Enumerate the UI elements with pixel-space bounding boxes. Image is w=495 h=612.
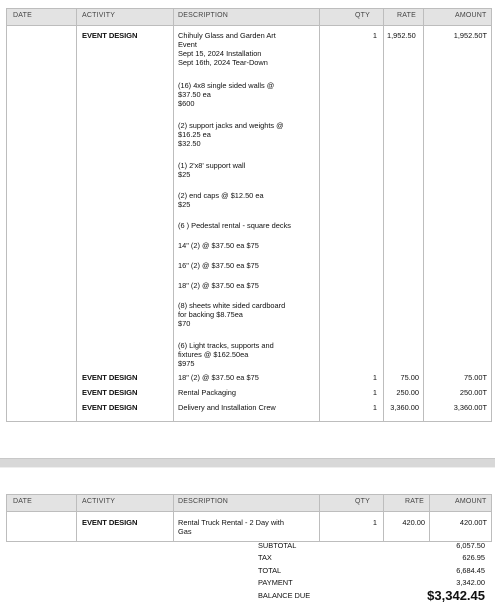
table-row-description: 18" (2) @ $37.50 ea $75 — [178, 373, 259, 382]
desc-line: $600 — [178, 99, 195, 108]
header-description: DESCRIPTION — [178, 12, 229, 19]
desc-line: for backing $8.75ea — [178, 310, 243, 319]
desc-line: (6 ) Pedestal rental - square decks — [178, 221, 291, 230]
invoice-table-1 — [6, 8, 492, 422]
table-row-amount: 250.00T — [459, 388, 487, 397]
desc-line: Sept 16th, 2024 Tear-Down — [178, 58, 268, 67]
desc-line: Rental Truck Rental - 2 Day with — [178, 518, 284, 527]
table-row-qty: 1 — [372, 518, 377, 527]
table-header — [7, 495, 491, 512]
table-row-activity: EVENT DESIGN — [82, 518, 138, 527]
balance-due-value: $3,342.45 — [427, 588, 485, 603]
table-row-description: Delivery and Installation Crew — [178, 403, 276, 412]
table-row-qty: 1 — [372, 373, 377, 382]
tax-value: 626.95 — [462, 553, 485, 562]
total-label: TOTAL — [258, 566, 282, 575]
table-row-amount: 420.00T — [459, 518, 487, 527]
table-row-activity: EVENT DESIGN — [82, 403, 138, 412]
desc-line: $70 — [178, 319, 191, 328]
desc-line: fixtures @ $162.50ea — [178, 350, 249, 359]
tax-label: TAX — [258, 553, 272, 562]
payment-label: PAYMENT — [258, 578, 293, 587]
description-block — [178, 191, 308, 209]
desc-line: $975 — [178, 359, 195, 368]
desc-line: (2) support jacks and weights @ — [178, 121, 284, 130]
balance-due-label: BALANCE DUE — [258, 591, 311, 600]
table-row-amount: 75.00T — [463, 373, 487, 382]
invoice-table-2 — [6, 494, 492, 542]
table-row-activity: EVENT DESIGN — [82, 373, 138, 382]
total-value: 6,684.45 — [456, 566, 485, 575]
desc-line: $32.50 — [178, 139, 201, 148]
table-row-qty: 1 — [372, 31, 377, 40]
description-block — [178, 161, 308, 179]
desc-line: $25 — [178, 200, 191, 209]
table-row-rate: 3,360.00 — [390, 403, 419, 412]
table-row-activity: EVENT DESIGN — [82, 31, 138, 40]
desc-line: $25 — [178, 170, 191, 179]
header-qty: QTY — [355, 12, 370, 19]
table-row-amount: 3,360.00T — [453, 403, 487, 412]
header-qty: QTY — [355, 498, 370, 505]
description-block — [178, 81, 308, 108]
desc-line: (16) 4x8 single sided walls @ — [178, 81, 275, 90]
table-row-activity: EVENT DESIGN — [82, 388, 138, 397]
description-block — [178, 341, 308, 368]
table-row-rate: 75.00 — [400, 373, 419, 382]
desc-line: (8) sheets white sided cardboard — [178, 301, 286, 310]
description-block — [178, 301, 308, 328]
payment-value: 3,342.00 — [456, 578, 485, 587]
header-date: DATE — [13, 498, 32, 505]
desc-line: 14" (2) @ $37.50 ea $75 — [178, 241, 259, 250]
header-activity: ACTIVITY — [82, 12, 116, 19]
description-block — [178, 31, 308, 67]
desc-line: (6) Light tracks, supports and — [178, 341, 274, 350]
desc-line: Gas — [178, 527, 192, 536]
desc-line: Event — [178, 40, 197, 49]
desc-line: 18" (2) @ $37.50 ea $75 — [178, 281, 259, 290]
header-amount: AMOUNT — [455, 498, 487, 505]
desc-line: (1) 2'x8' support wall — [178, 161, 246, 170]
table-row-description: Rental Packaging — [178, 388, 236, 397]
table-row-amount: 1,952.50T — [453, 31, 487, 40]
subtotal-value: 6,057.50 — [456, 541, 485, 550]
desc-line: (2) end caps @ $12.50 ea — [178, 191, 264, 200]
header-date: DATE — [13, 12, 32, 19]
header-activity: ACTIVITY — [82, 498, 116, 505]
header-rate: RATE — [397, 12, 416, 19]
header-description: DESCRIPTION — [178, 498, 229, 505]
header-rate: RATE — [405, 498, 424, 505]
page-divider — [0, 458, 495, 468]
description-block — [178, 121, 308, 148]
header-amount: AMOUNT — [455, 12, 487, 19]
table-row-rate: 420.00 — [402, 518, 425, 527]
desc-line: Sept 15, 2024 Installation — [178, 49, 262, 58]
desc-line: 16" (2) @ $37.50 ea $75 — [178, 261, 259, 270]
description-block — [178, 518, 308, 536]
desc-line: Chihuly Glass and Garden Art — [178, 31, 276, 40]
subtotal-label: SUBTOTAL — [258, 541, 297, 550]
table-header — [7, 9, 491, 26]
desc-line: $37.50 ea — [178, 90, 211, 99]
table-row-qty: 1 — [372, 388, 377, 397]
desc-line: $16.25 ea — [178, 130, 211, 139]
table-row-qty: 1 — [372, 403, 377, 412]
table-row-rate: 250.00 — [396, 388, 419, 397]
table-row-rate: 1,952.50 — [387, 31, 416, 40]
